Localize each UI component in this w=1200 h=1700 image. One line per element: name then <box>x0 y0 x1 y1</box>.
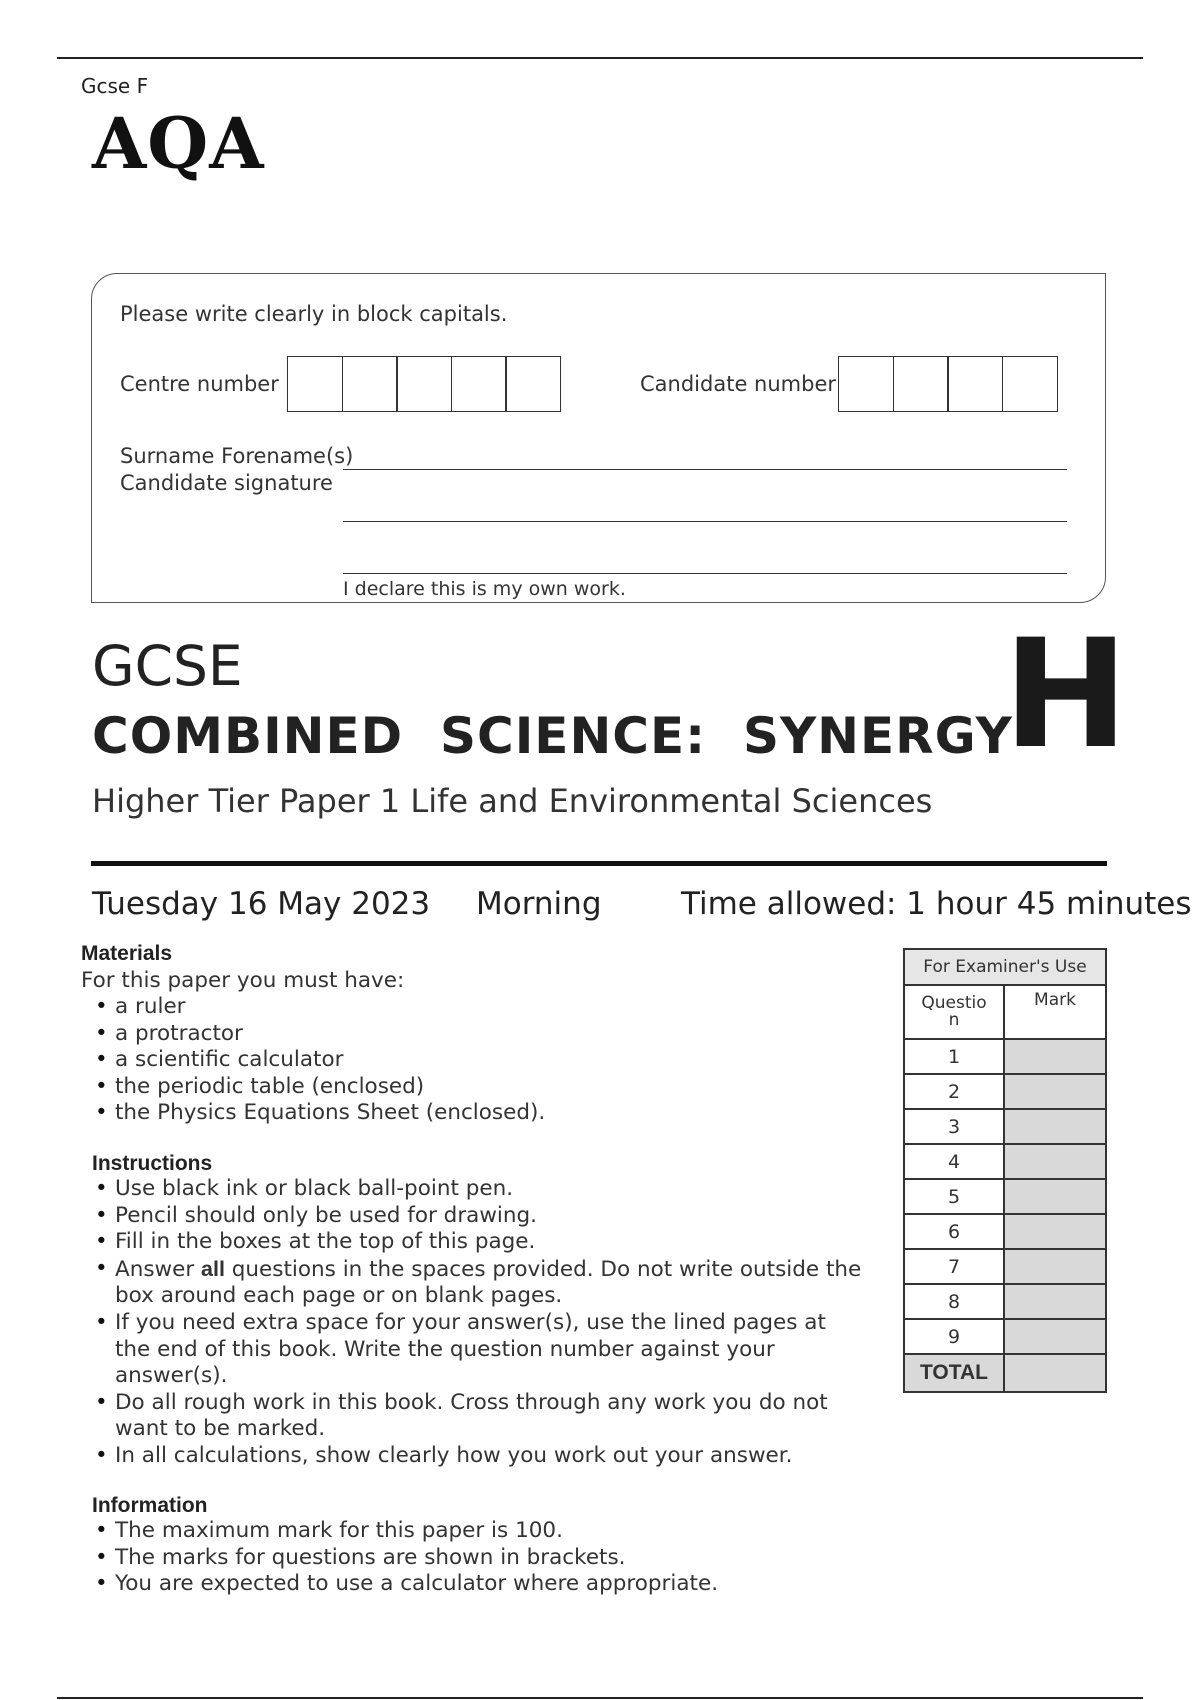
mark-cell[interactable] <box>1004 1214 1106 1249</box>
candidate-number-box[interactable] <box>1002 356 1058 412</box>
total-mark-cell[interactable] <box>1004 1354 1106 1392</box>
list-item: • Use black ink or black ball-point pen. <box>92 1176 862 1203</box>
forename-line[interactable] <box>343 521 1067 522</box>
qualification-title: GCSE <box>92 634 243 698</box>
list-item: • the periodic table (enclosed) <box>92 1074 852 1101</box>
instruction-text: questions in the spaces provided. Do not write outside the box around each page or on blank pages. <box>115 1256 862 1309</box>
list-item <box>92 1256 862 1310</box>
list-item: • Fill in the boxes at the top of this page. <box>92 1229 862 1256</box>
mark-cell[interactable] <box>1004 1039 1106 1074</box>
question-number: 3 <box>904 1109 1004 1144</box>
centre-number-box[interactable] <box>451 356 507 412</box>
candidate-number-label: Candidate number <box>640 372 836 396</box>
list-item: • Pencil should only be used for drawing. <box>92 1203 862 1230</box>
question-number: 2 <box>904 1074 1004 1109</box>
bottom-rule <box>57 1697 1143 1699</box>
list-item: • You are expected to use a calculator where appropriate. <box>92 1571 862 1598</box>
list-item: • If you need extra space for your answer(s), use the lined pages at the end of this book. Write the question number against your answer(s). <box>92 1310 862 1390</box>
question-number: 5 <box>904 1179 1004 1214</box>
question-column-header: Questio n <box>904 985 1004 1039</box>
surname-forename-label: Surname Forename(s) <box>120 444 354 468</box>
centre-number-box[interactable] <box>342 356 398 412</box>
exam-date: Tuesday 16 May 2023 <box>92 886 431 922</box>
candidate-number-boxes <box>838 356 1058 412</box>
surname-line[interactable] <box>343 469 1067 470</box>
examiner-table-title: For Examiner's Use <box>904 949 1106 985</box>
centre-number-boxes <box>287 356 561 412</box>
candidate-number-box[interactable] <box>838 356 894 412</box>
list-item: • In all calculations, show clearly how you work out your answer. <box>92 1443 862 1470</box>
information-list <box>92 1518 862 1598</box>
subject-title: COMBINED SCIENCE: SYNERGY <box>92 707 1013 765</box>
examiner-use-table <box>903 948 1107 1393</box>
time-allowed: Time allowed: 1 hour 45 minutes <box>681 886 1192 922</box>
question-number: 9 <box>904 1319 1004 1354</box>
candidate-number-box[interactable] <box>947 356 1003 412</box>
list-item: • a ruler <box>92 994 852 1021</box>
header-label: Gcse F <box>81 74 149 98</box>
mark-column-header: Mark <box>1004 985 1106 1039</box>
centre-number-box[interactable] <box>396 356 452 412</box>
materials-heading: Materials <box>81 942 173 965</box>
block-capitals-instruction: Please write clearly in block capitals. <box>120 302 508 326</box>
mark-cell[interactable] <box>1004 1319 1106 1354</box>
title-divider <box>91 861 1107 866</box>
instruction-text: Answer <box>115 1256 202 1282</box>
list-item: • a scientific calculator <box>92 1047 852 1074</box>
declaration-text: I declare this is my own work. <box>343 578 626 600</box>
question-number: 4 <box>904 1144 1004 1179</box>
materials-list <box>92 994 852 1127</box>
centre-number-label: Centre number <box>120 372 279 396</box>
exam-session: Morning <box>476 886 602 922</box>
total-label: TOTAL <box>904 1354 1004 1392</box>
instructions-heading: Instructions <box>92 1152 213 1175</box>
list-item: • Do all rough work in this book. Cross through any work you do not want to be marked. <box>92 1390 835 1443</box>
list-item: • The maximum mark for this paper is 100. <box>92 1518 862 1545</box>
question-number: 6 <box>904 1214 1004 1249</box>
information-heading: Information <box>92 1494 208 1517</box>
mark-cell[interactable] <box>1004 1144 1106 1179</box>
mark-cell[interactable] <box>1004 1284 1106 1319</box>
question-number: 1 <box>904 1039 1004 1074</box>
aqa-logo: AQA <box>92 102 265 185</box>
list-item: • a protractor <box>92 1021 852 1048</box>
list-item: • The marks for questions are shown in brackets. <box>92 1545 862 1572</box>
question-number: 8 <box>904 1284 1004 1319</box>
centre-number-box[interactable] <box>287 356 343 412</box>
candidate-signature-label: Candidate signature <box>120 471 333 495</box>
candidate-number-box[interactable] <box>893 356 949 412</box>
question-number: 7 <box>904 1249 1004 1284</box>
emphasis-all: all <box>201 1256 225 1281</box>
mark-cell[interactable] <box>1004 1109 1106 1144</box>
top-rule <box>57 57 1143 59</box>
materials-intro: For this paper you must have: <box>81 968 405 993</box>
mark-cell[interactable] <box>1004 1179 1106 1214</box>
instructions-list <box>92 1176 862 1470</box>
centre-number-box[interactable] <box>505 356 561 412</box>
list-item: • the Physics Equations Sheet (enclosed). <box>92 1100 852 1127</box>
mark-cell[interactable] <box>1004 1249 1106 1284</box>
tier-letter: H <box>1003 608 1129 782</box>
paper-title: Higher Tier Paper 1 Life and Environmental Sciences <box>92 782 933 820</box>
mark-cell[interactable] <box>1004 1074 1106 1109</box>
signature-line[interactable] <box>343 573 1067 574</box>
